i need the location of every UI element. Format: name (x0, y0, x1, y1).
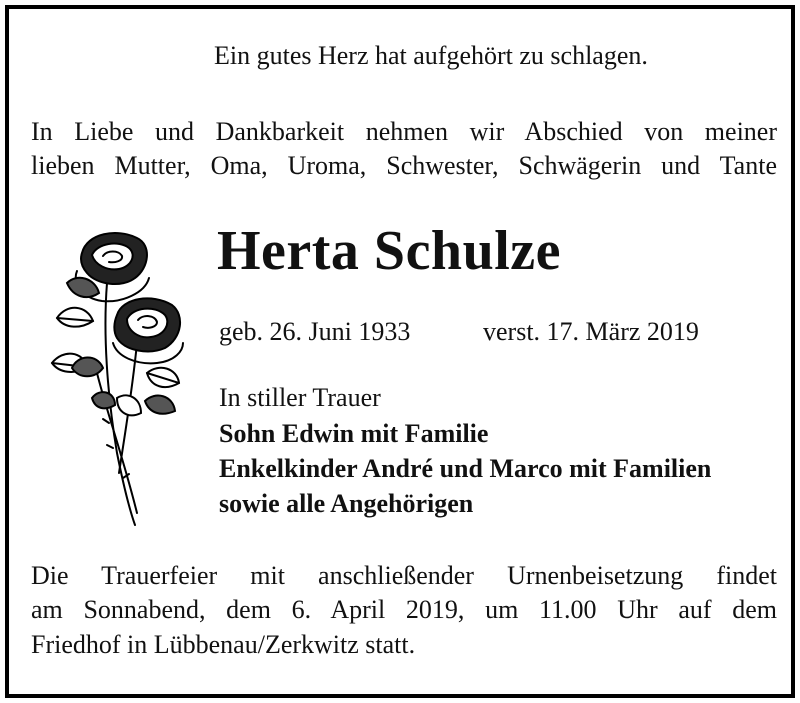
family-line: Sohn Edwin mit Familie (219, 419, 489, 448)
birth-date: geb. 26. Juni 1933 (219, 317, 411, 346)
deceased-name: Herta Schulze (217, 220, 561, 282)
obituary-notice (5, 5, 795, 698)
intro-text: Ein gutes Herz hat aufgehört zu schlagen. (214, 41, 648, 70)
service-line-3: Friedhof in Lübbenau/Zerkwitz statt. (31, 630, 416, 659)
mourning-intro: In stiller Trauer (219, 383, 381, 412)
family-line: sowie alle Angehörigen (219, 489, 474, 518)
service-line-2: am Sonnabend, dem 6. April 2019, um 11.00 Uhr auf dem (31, 595, 777, 624)
farewell-line-1: In Liebe und Dankbarkeit nehmen wir Abschied von meiner (31, 117, 777, 146)
rose-illustration-icon (37, 223, 187, 533)
farewell-line-2: lieben Mutter, Oma, Uroma, Schwester, Schwägerin und Tante (31, 151, 777, 180)
family-line: Enkelkinder André und Marco mit Familien (219, 454, 712, 483)
death-date: verst. 17. März 2019 (483, 317, 699, 346)
service-line-1: Die Trauerfeier mit anschließender Urnenbeisetzung findet (31, 561, 777, 590)
